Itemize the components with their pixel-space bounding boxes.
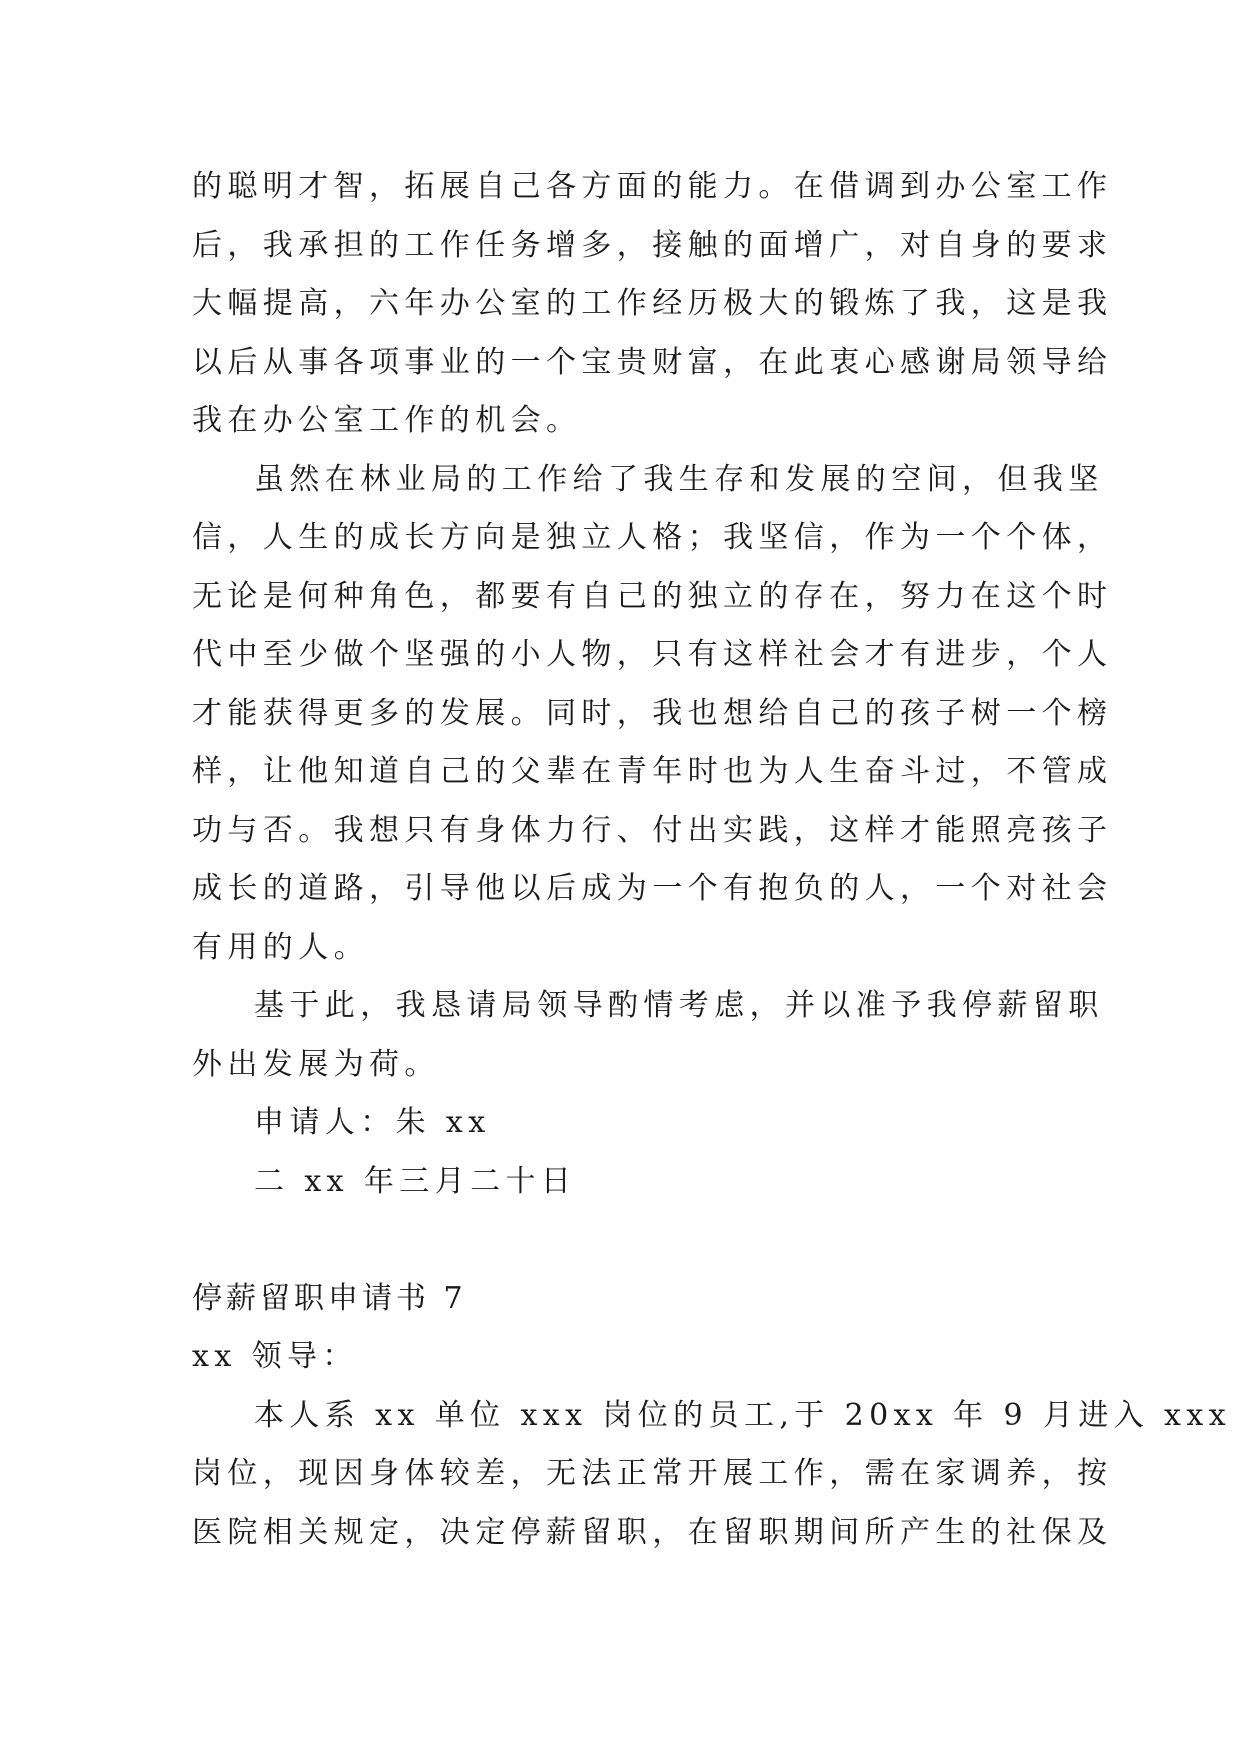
body-line: 才能获得更多的发展。同时，我也想给自己的孩子树一个榜 bbox=[192, 695, 1113, 731]
body-line: 医院相关规定，决定停薪留职，在留职期间所产生的社保及 bbox=[192, 1514, 1113, 1550]
signature-line: 申请人：朱 xx bbox=[254, 1105, 491, 1140]
body-line: 成长的道路，引导他以后成为一个有抱负的人，一个对社会 bbox=[192, 871, 1113, 906]
body-line: 本人系 xx 单位 xxx 岗位的员工,于 20xx 年 9 月进入 xxx bbox=[254, 1397, 1232, 1433]
body-line: 有用的人。 bbox=[192, 929, 369, 965]
body-line: 后，我承担的工作任务增多，接触的面增广，对自身的要求 bbox=[192, 227, 1113, 263]
section-title: 停薪留职申请书 7 bbox=[192, 1280, 467, 1316]
salutation: xx 领导： bbox=[192, 1339, 358, 1374]
body-line: 信，人生的成长方向是独立人格；我坚信，作为一个个体， bbox=[192, 520, 1113, 555]
section-gap bbox=[192, 1211, 1052, 1270]
body-line: 的聪明才智，拓展自己各方面的能力。在借调到办公室工作 bbox=[192, 169, 1113, 204]
body-line: 大幅提高，六年办公室的工作经历极大的锻炼了我，这是我 bbox=[192, 286, 1113, 321]
document-page bbox=[192, 158, 1232, 1562]
body-line: 以后从事各项事业的一个宝贵财富，在此衷心感谢局领导给 bbox=[192, 344, 1113, 380]
body-line: 功与否。我想只有身体力行、付出实践，这样才能照亮孩子 bbox=[192, 812, 1113, 848]
body-line: 样，让他知道自己的父辈在青年时也为人生奋斗过，不管成 bbox=[192, 754, 1113, 789]
body-line: 无论是何种角色，都要有自己的独立的存在，努力在这个时 bbox=[192, 578, 1113, 614]
body-line: 我在办公室工作的机会。 bbox=[192, 403, 582, 438]
body-line: 虽然在林业局的工作给了我生存和发展的空间，但我坚 bbox=[254, 461, 1104, 497]
body-line: 外出发展为荷。 bbox=[192, 1046, 440, 1082]
body-line: 岗位，现因身体较差，无法正常开展工作，需在家调养，按 bbox=[192, 1456, 1113, 1491]
body-line: 基于此，我恳请局领导酌情考虑，并以准予我停薪留职 bbox=[254, 988, 1104, 1023]
body-line: 代中至少做个坚强的小人物，只有这样社会才有进步，个人 bbox=[192, 637, 1113, 672]
date-line: 二 xx 年三月二十日 bbox=[254, 1163, 577, 1199]
